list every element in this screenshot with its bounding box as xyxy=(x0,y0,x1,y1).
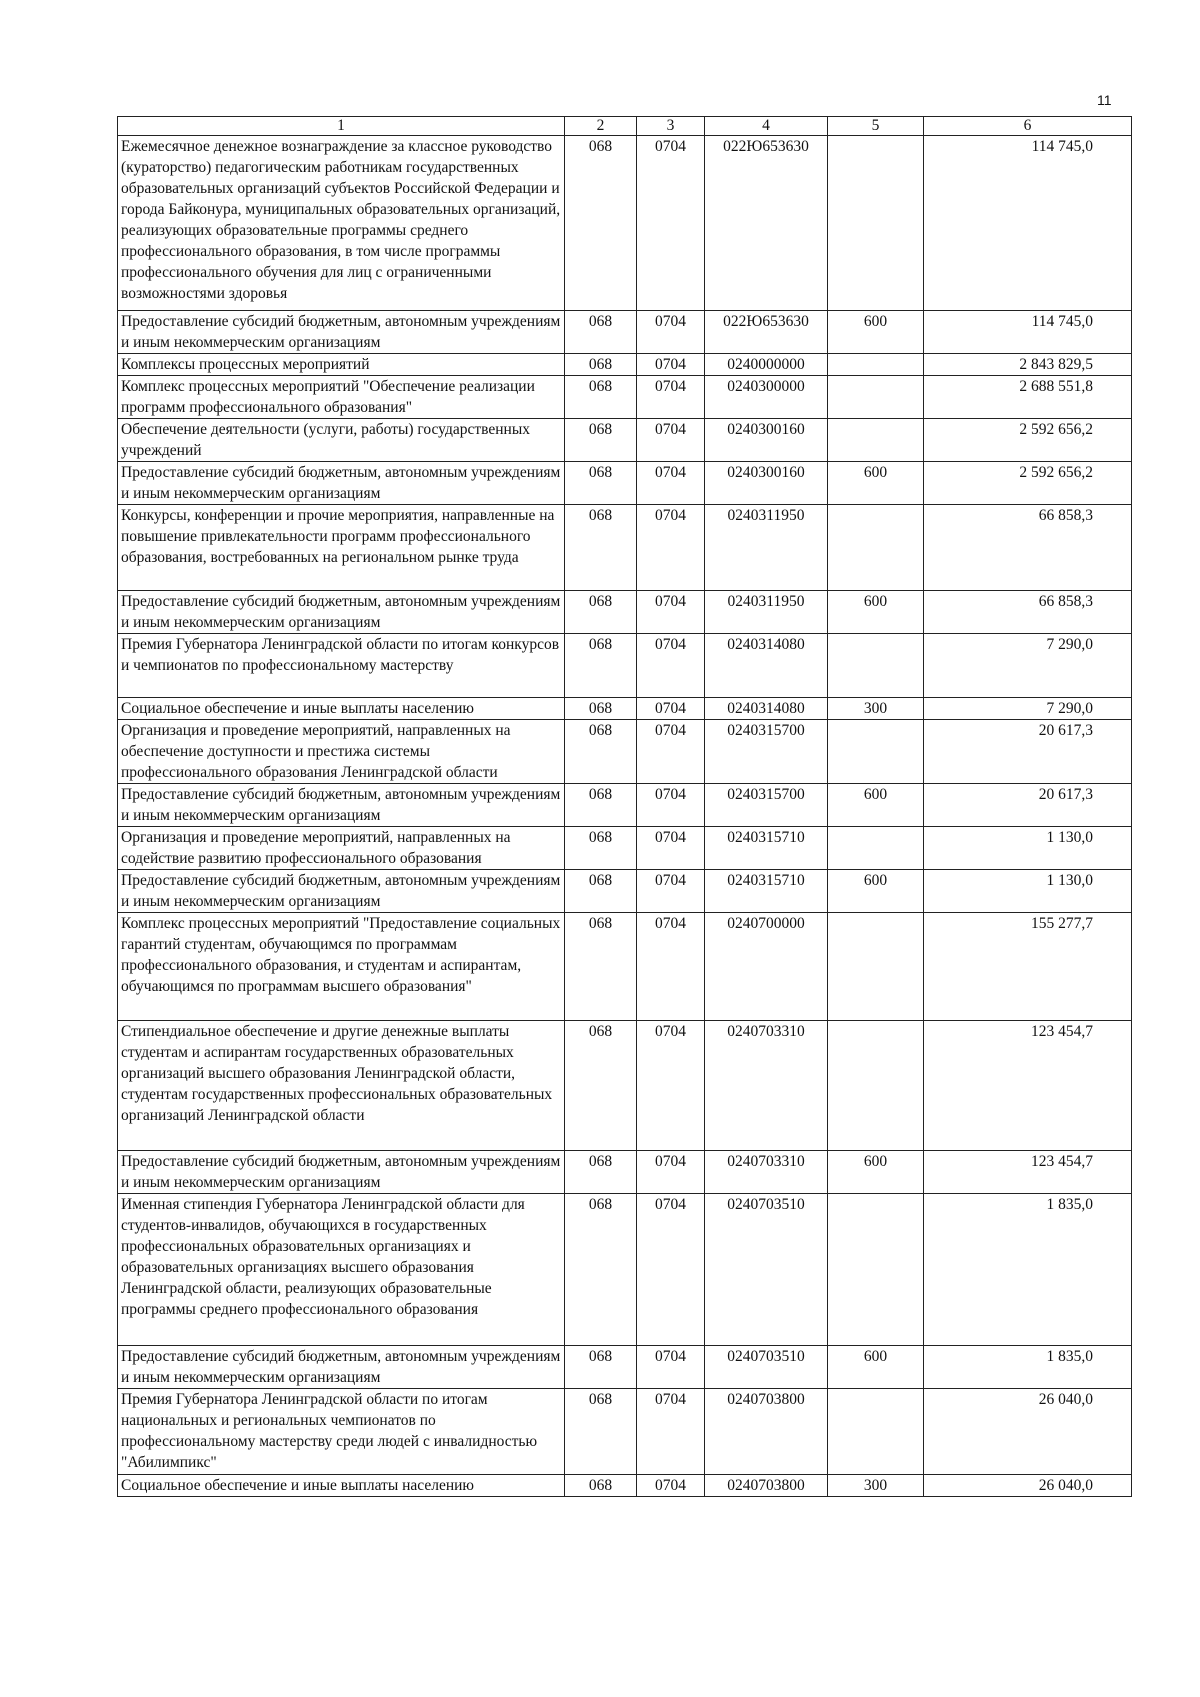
row-description: Социальное обеспечение и иные выплаты населению xyxy=(118,698,565,720)
expense-type-code xyxy=(828,376,924,419)
section-code: 0704 xyxy=(637,462,705,505)
section-code: 0704 xyxy=(637,505,705,591)
section-code: 0704 xyxy=(637,354,705,376)
table-row xyxy=(118,870,1132,913)
column-header: 6 xyxy=(924,117,1132,136)
row-description: Организация и проведение мероприятий, направленных на обеспечение доступности и престижа системы профессионального образования Ленинградской области xyxy=(118,720,565,784)
column-header: 2 xyxy=(565,117,637,136)
row-description: Стипендиальное обеспечение и другие денежные выплаты студентам и аспирантам государственных образовательных организаций высшего образования Ленинградской области, студентам государственных профессиональных образовательных организаций Ленинградской области xyxy=(118,1021,565,1151)
ministry-code: 068 xyxy=(565,1475,637,1497)
ministry-code: 068 xyxy=(565,136,637,311)
ministry-code: 068 xyxy=(565,720,637,784)
column-header: 5 xyxy=(828,117,924,136)
row-description: Предоставление субсидий бюджетным, автономным учреждениям и иным некоммерческим организациям xyxy=(118,1151,565,1194)
section-code: 0704 xyxy=(637,1021,705,1151)
section-code: 0704 xyxy=(637,311,705,354)
table-row xyxy=(118,136,1132,311)
ministry-code: 068 xyxy=(565,698,637,720)
section-code: 0704 xyxy=(637,591,705,634)
target-article-code: 0240300160 xyxy=(705,462,828,505)
amount-cell: 2 843 829,5 xyxy=(924,354,1132,376)
column-header: 4 xyxy=(705,117,828,136)
ministry-code: 068 xyxy=(565,1194,637,1346)
section-code: 0704 xyxy=(637,376,705,419)
ministry-code: 068 xyxy=(565,913,637,1021)
section-code: 0704 xyxy=(637,827,705,870)
budget-table xyxy=(117,116,1132,1497)
section-code: 0704 xyxy=(637,1151,705,1194)
target-article-code: 0240703510 xyxy=(705,1346,828,1389)
amount-cell: 20 617,3 xyxy=(924,784,1132,827)
target-article-code: 0240703800 xyxy=(705,1475,828,1497)
section-code: 0704 xyxy=(637,634,705,698)
amount-cell: 66 858,3 xyxy=(924,505,1132,591)
amount-cell: 2 592 656,2 xyxy=(924,462,1132,505)
expense-type-code xyxy=(828,1194,924,1346)
row-description: Организация и проведение мероприятий, направленных на содействие развитию профессионального образования xyxy=(118,827,565,870)
amount-cell: 2 592 656,2 xyxy=(924,419,1132,462)
target-article-code: 0240703510 xyxy=(705,1194,828,1346)
row-description: Предоставление субсидий бюджетным, автономным учреждениям и иным некоммерческим организациям xyxy=(118,1346,565,1389)
row-description: Ежемесячное денежное вознаграждение за классное руководство (кураторство) педагогическим работникам государственных образовательных организаций субъектов Российской Федерации и города Байконура, муниципальных образовательных организаций, реализующих образовательные программы среднего профессионального образования, в том числе программы профессионального обучения для лиц с ограниченными возможностями здоровья xyxy=(118,136,565,311)
expense-type-code xyxy=(828,913,924,1021)
target-article-code: 022Ю653630 xyxy=(705,311,828,354)
target-article-code: 0240314080 xyxy=(705,698,828,720)
target-article-code: 0240703310 xyxy=(705,1021,828,1151)
amount-cell: 7 290,0 xyxy=(924,698,1132,720)
target-article-code: 0240300000 xyxy=(705,376,828,419)
row-description: Предоставление субсидий бюджетным, автономным учреждениям и иным некоммерческим организациям xyxy=(118,784,565,827)
ministry-code: 068 xyxy=(565,311,637,354)
ministry-code: 068 xyxy=(565,634,637,698)
amount-cell: 155 277,7 xyxy=(924,913,1132,1021)
target-article-code: 0240315700 xyxy=(705,720,828,784)
page-number: 11 xyxy=(1097,92,1112,108)
column-header: 1 xyxy=(118,117,565,136)
ministry-code: 068 xyxy=(565,419,637,462)
target-article-code: 0240311950 xyxy=(705,591,828,634)
ministry-code: 068 xyxy=(565,870,637,913)
expense-type-code: 600 xyxy=(828,311,924,354)
row-description: Социальное обеспечение и иные выплаты населению xyxy=(118,1475,565,1497)
ministry-code: 068 xyxy=(565,1389,637,1475)
ministry-code: 068 xyxy=(565,1346,637,1389)
row-description: Предоставление субсидий бюджетным, автономным учреждениям и иным некоммерческим организациям xyxy=(118,462,565,505)
ministry-code: 068 xyxy=(565,462,637,505)
expense-type-code xyxy=(828,1389,924,1475)
expense-type-code xyxy=(828,354,924,376)
expense-type-code xyxy=(828,1021,924,1151)
target-article-code: 0240315710 xyxy=(705,870,828,913)
row-description: Премия Губернатора Ленинградской области по итогам конкурсов и чемпионатов по профессиональному мастерству xyxy=(118,634,565,698)
ministry-code: 068 xyxy=(565,354,637,376)
table-row xyxy=(118,698,1132,720)
row-description: Комплексы процессных мероприятий xyxy=(118,354,565,376)
amount-cell: 114 745,0 xyxy=(924,136,1132,311)
target-article-code: 0240000000 xyxy=(705,354,828,376)
row-description: Именная стипендия Губернатора Ленинградской области для студентов-инвалидов, обучающихся в государственных профессиональных образовательных организациях и образовательных организациях высшего образования Ленинградской области, реализующих образовательные программы среднего профессионального образования xyxy=(118,1194,565,1346)
expense-type-code xyxy=(828,827,924,870)
section-code: 0704 xyxy=(637,136,705,311)
amount-cell: 7 290,0 xyxy=(924,634,1132,698)
expense-type-code: 300 xyxy=(828,1475,924,1497)
expense-type-code: 600 xyxy=(828,1346,924,1389)
row-description: Конкурсы, конференции и прочие мероприятия, направленные на повышение привлекательности программ профессионального образования, востребованных на региональном рынке труда xyxy=(118,505,565,591)
section-code: 0704 xyxy=(637,1389,705,1475)
row-description: Комплекс процессных мероприятий "Предоставление социальных гарантий студентам, обучающимся по программам профессионального образования, и студентам и аспирантам, обучающимся по программам высшего образования" xyxy=(118,913,565,1021)
amount-cell: 26 040,0 xyxy=(924,1475,1132,1497)
target-article-code: 022Ю653630 xyxy=(705,136,828,311)
target-article-code: 0240300160 xyxy=(705,419,828,462)
table-row xyxy=(118,505,1132,591)
amount-cell: 1 835,0 xyxy=(924,1346,1132,1389)
amount-cell: 114 745,0 xyxy=(924,311,1132,354)
table-row xyxy=(118,1021,1132,1151)
amount-cell: 1 835,0 xyxy=(924,1194,1132,1346)
amount-cell: 66 858,3 xyxy=(924,591,1132,634)
section-code: 0704 xyxy=(637,698,705,720)
table-row xyxy=(118,419,1132,462)
section-code: 0704 xyxy=(637,1194,705,1346)
section-code: 0704 xyxy=(637,419,705,462)
table-row xyxy=(118,462,1132,505)
table-row xyxy=(118,720,1132,784)
section-code: 0704 xyxy=(637,1346,705,1389)
ministry-code: 068 xyxy=(565,1021,637,1151)
table-row xyxy=(118,827,1132,870)
target-article-code: 0240315700 xyxy=(705,784,828,827)
target-article-code: 0240314080 xyxy=(705,634,828,698)
table-row xyxy=(118,913,1132,1021)
section-code: 0704 xyxy=(637,1475,705,1497)
amount-cell: 123 454,7 xyxy=(924,1151,1132,1194)
table-row xyxy=(118,1475,1132,1497)
target-article-code: 0240311950 xyxy=(705,505,828,591)
header-row xyxy=(118,117,1132,136)
target-article-code: 0240315710 xyxy=(705,827,828,870)
expense-type-code xyxy=(828,634,924,698)
expense-type-code: 600 xyxy=(828,784,924,827)
expense-type-code xyxy=(828,136,924,311)
target-article-code: 0240703800 xyxy=(705,1389,828,1475)
table-row xyxy=(118,354,1132,376)
expense-type-code xyxy=(828,720,924,784)
ministry-code: 068 xyxy=(565,591,637,634)
section-code: 0704 xyxy=(637,784,705,827)
expense-type-code: 600 xyxy=(828,462,924,505)
table-row xyxy=(118,311,1132,354)
expense-type-code: 600 xyxy=(828,591,924,634)
section-code: 0704 xyxy=(637,720,705,784)
row-description: Предоставление субсидий бюджетным, автономным учреждениям и иным некоммерческим организациям xyxy=(118,591,565,634)
table-row xyxy=(118,1151,1132,1194)
target-article-code: 0240700000 xyxy=(705,913,828,1021)
expense-type-code xyxy=(828,419,924,462)
expense-type-code: 600 xyxy=(828,1151,924,1194)
row-description: Премия Губернатора Ленинградской области по итогам национальных и региональных чемпионатов по профессиональному мастерству среди людей с инвалидностью "Абилимпикс" xyxy=(118,1389,565,1475)
table-row xyxy=(118,1194,1132,1346)
row-description: Предоставление субсидий бюджетным, автономным учреждениям и иным некоммерческим организациям xyxy=(118,870,565,913)
expense-type-code: 600 xyxy=(828,870,924,913)
section-code: 0704 xyxy=(637,913,705,1021)
row-description: Обеспечение деятельности (услуги, работы) государственных учреждений xyxy=(118,419,565,462)
amount-cell: 1 130,0 xyxy=(924,827,1132,870)
table-row xyxy=(118,1346,1132,1389)
expense-type-code: 300 xyxy=(828,698,924,720)
amount-cell: 1 130,0 xyxy=(924,870,1132,913)
amount-cell: 123 454,7 xyxy=(924,1021,1132,1151)
row-description: Предоставление субсидий бюджетным, автономным учреждениям и иным некоммерческим организациям xyxy=(118,311,565,354)
ministry-code: 068 xyxy=(565,784,637,827)
amount-cell: 2 688 551,8 xyxy=(924,376,1132,419)
ministry-code: 068 xyxy=(565,376,637,419)
table-row xyxy=(118,784,1132,827)
table-row xyxy=(118,376,1132,419)
table-row xyxy=(118,1389,1132,1475)
column-header: 3 xyxy=(637,117,705,136)
expense-type-code xyxy=(828,505,924,591)
section-code: 0704 xyxy=(637,870,705,913)
amount-cell: 20 617,3 xyxy=(924,720,1132,784)
table-row xyxy=(118,591,1132,634)
ministry-code: 068 xyxy=(565,1151,637,1194)
amount-cell: 26 040,0 xyxy=(924,1389,1132,1475)
table-row xyxy=(118,634,1132,698)
ministry-code: 068 xyxy=(565,505,637,591)
row-description: Комплекс процессных мероприятий "Обеспечение реализации программ профессионального образования" xyxy=(118,376,565,419)
ministry-code: 068 xyxy=(565,827,637,870)
target-article-code: 0240703310 xyxy=(705,1151,828,1194)
